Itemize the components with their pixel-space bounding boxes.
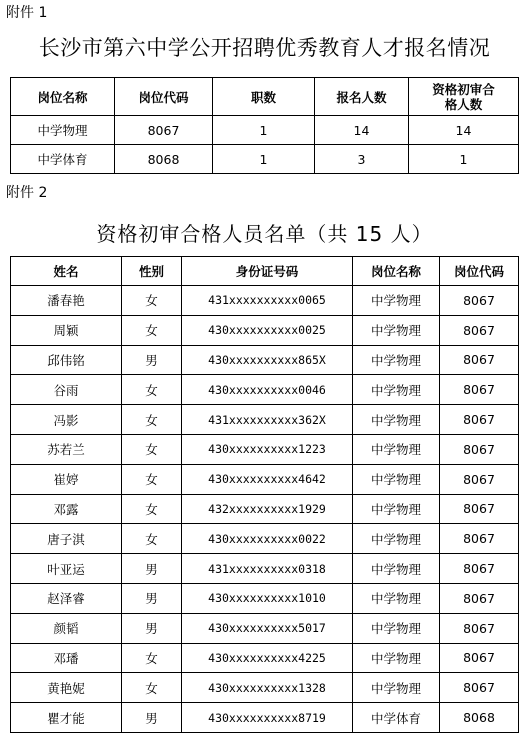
table-cell: 14 [315,116,409,145]
table-cell: 中学物理 [353,464,440,494]
annex-1-label: 附件 1 [6,5,48,21]
table-cell: 女 [122,643,182,673]
table-cell: 周颖 [11,315,122,345]
table-cell: 男 [122,345,182,375]
column-header: 岗位名称 [11,78,115,116]
table-cell: 8067 [440,554,519,584]
table-cell: 8067 [440,673,519,703]
table-cell: 赵泽睿 [11,583,122,613]
table-cell: 431xxxxxxxxxx0065 [182,286,353,316]
table-cell: 女 [122,315,182,345]
table-cell: 中学物理 [353,434,440,464]
column-header: 岗位名称 [353,257,440,286]
table-cell: 1 [213,145,315,174]
table-cell: 女 [122,673,182,703]
table-cell: 邓璠 [11,643,122,673]
table-row [11,116,519,145]
table-cell: 女 [122,494,182,524]
column-header: 姓名 [11,257,122,286]
table-cell: 430xxxxxxxxxx5017 [182,613,353,643]
table-cell: 432xxxxxxxxxx1929 [182,494,353,524]
table-cell: 8067 [440,375,519,405]
table-cell: 潘春艳 [11,286,122,316]
table-cell: 中学物理 [353,643,440,673]
table-cell: 430xxxxxxxxxx0022 [182,524,353,554]
table-row [11,554,519,584]
table-cell: 中学物理 [353,554,440,584]
table-row [11,145,519,174]
table-cell: 瞿才能 [11,703,122,733]
table-row [11,434,519,464]
table-cell: 邱伟铭 [11,345,122,375]
table-cell: 男 [122,703,182,733]
table-row [11,315,519,345]
roster-title: 资格初审合格人员名单（共 15 人） [96,222,433,246]
table-cell: 中学物理 [353,405,440,435]
table-cell: 女 [122,464,182,494]
summary-header-row [11,78,519,116]
table-cell: 8067 [440,345,519,375]
table-cell: 8068 [115,145,213,174]
table-cell: 颜韬 [11,613,122,643]
table-cell: 冯影 [11,405,122,435]
table-cell: 8067 [440,613,519,643]
table-cell: 中学物理 [353,315,440,345]
table-cell: 8068 [440,703,519,733]
roster-table [10,256,519,733]
table-cell: 8067 [440,405,519,435]
table-row [11,286,519,316]
table-cell: 431xxxxxxxxxx362X [182,405,353,435]
table-cell: 中学物理 [353,345,440,375]
table-cell: 中学物理 [353,524,440,554]
table-cell: 430xxxxxxxxxx4225 [182,643,353,673]
column-header: 职数 [213,78,315,116]
table-cell: 8067 [440,583,519,613]
column-header: 报名人数 [315,78,409,116]
column-header: 性别 [122,257,182,286]
table-row [11,524,519,554]
table-cell: 苏若兰 [11,434,122,464]
table-cell: 男 [122,583,182,613]
table-cell: 430xxxxxxxxxx8719 [182,703,353,733]
column-header: 岗位代码 [115,78,213,116]
table-cell: 中学物理 [353,375,440,405]
table-row [11,405,519,435]
table-cell: 430xxxxxxxxxx865X [182,345,353,375]
table-cell: 8067 [440,643,519,673]
table-cell: 女 [122,405,182,435]
table-cell: 8067 [440,315,519,345]
table-cell: 崔婷 [11,464,122,494]
table-row [11,494,519,524]
table-cell: 谷雨 [11,375,122,405]
table-cell: 黄艳妮 [11,673,122,703]
table-cell: 女 [122,524,182,554]
table-cell: 8067 [440,464,519,494]
table-cell: 中学物理 [11,116,115,145]
roster-header-row [11,257,519,286]
table-cell: 唐子淇 [11,524,122,554]
table-row [11,345,519,375]
table-cell: 8067 [115,116,213,145]
table-row [11,375,519,405]
summary-title: 长沙市第六中学公开招聘优秀教育人才报名情况 [38,36,491,60]
table-cell: 中学物理 [353,673,440,703]
table-cell: 中学物理 [353,494,440,524]
table-cell: 中学体育 [353,703,440,733]
table-cell: 中学物理 [353,583,440,613]
table-row [11,673,519,703]
table-cell: 14 [409,116,519,145]
table-cell: 431xxxxxxxxxx0318 [182,554,353,584]
table-row [11,643,519,673]
table-row [11,613,519,643]
table-cell: 430xxxxxxxxxx1223 [182,434,353,464]
table-cell: 女 [122,375,182,405]
table-cell: 中学物理 [353,613,440,643]
table-cell: 男 [122,613,182,643]
table-row [11,583,519,613]
table-cell: 430xxxxxxxxxx1010 [182,583,353,613]
table-cell: 8067 [440,434,519,464]
table-cell: 叶亚运 [11,554,122,584]
column-header: 身份证号码 [182,257,353,286]
column-header: 资格初审合格人数 [409,78,519,116]
table-row [11,703,519,733]
table-cell: 1 [213,116,315,145]
table-cell: 邓露 [11,494,122,524]
annex-2-label: 附件 2 [6,185,48,201]
table-cell: 8067 [440,286,519,316]
table-cell: 男 [122,554,182,584]
table-cell: 女 [122,286,182,316]
table-row [11,464,519,494]
table-cell: 3 [315,145,409,174]
table-cell: 中学体育 [11,145,115,174]
table-cell: 女 [122,434,182,464]
table-cell: 430xxxxxxxxxx0046 [182,375,353,405]
table-cell: 430xxxxxxxxxx0025 [182,315,353,345]
column-header: 岗位代码 [440,257,519,286]
table-cell: 1 [409,145,519,174]
table-cell: 8067 [440,524,519,554]
table-cell: 中学物理 [353,286,440,316]
table-cell: 8067 [440,494,519,524]
summary-table [10,77,519,174]
table-cell: 430xxxxxxxxxx1328 [182,673,353,703]
table-cell: 430xxxxxxxxxx4642 [182,464,353,494]
